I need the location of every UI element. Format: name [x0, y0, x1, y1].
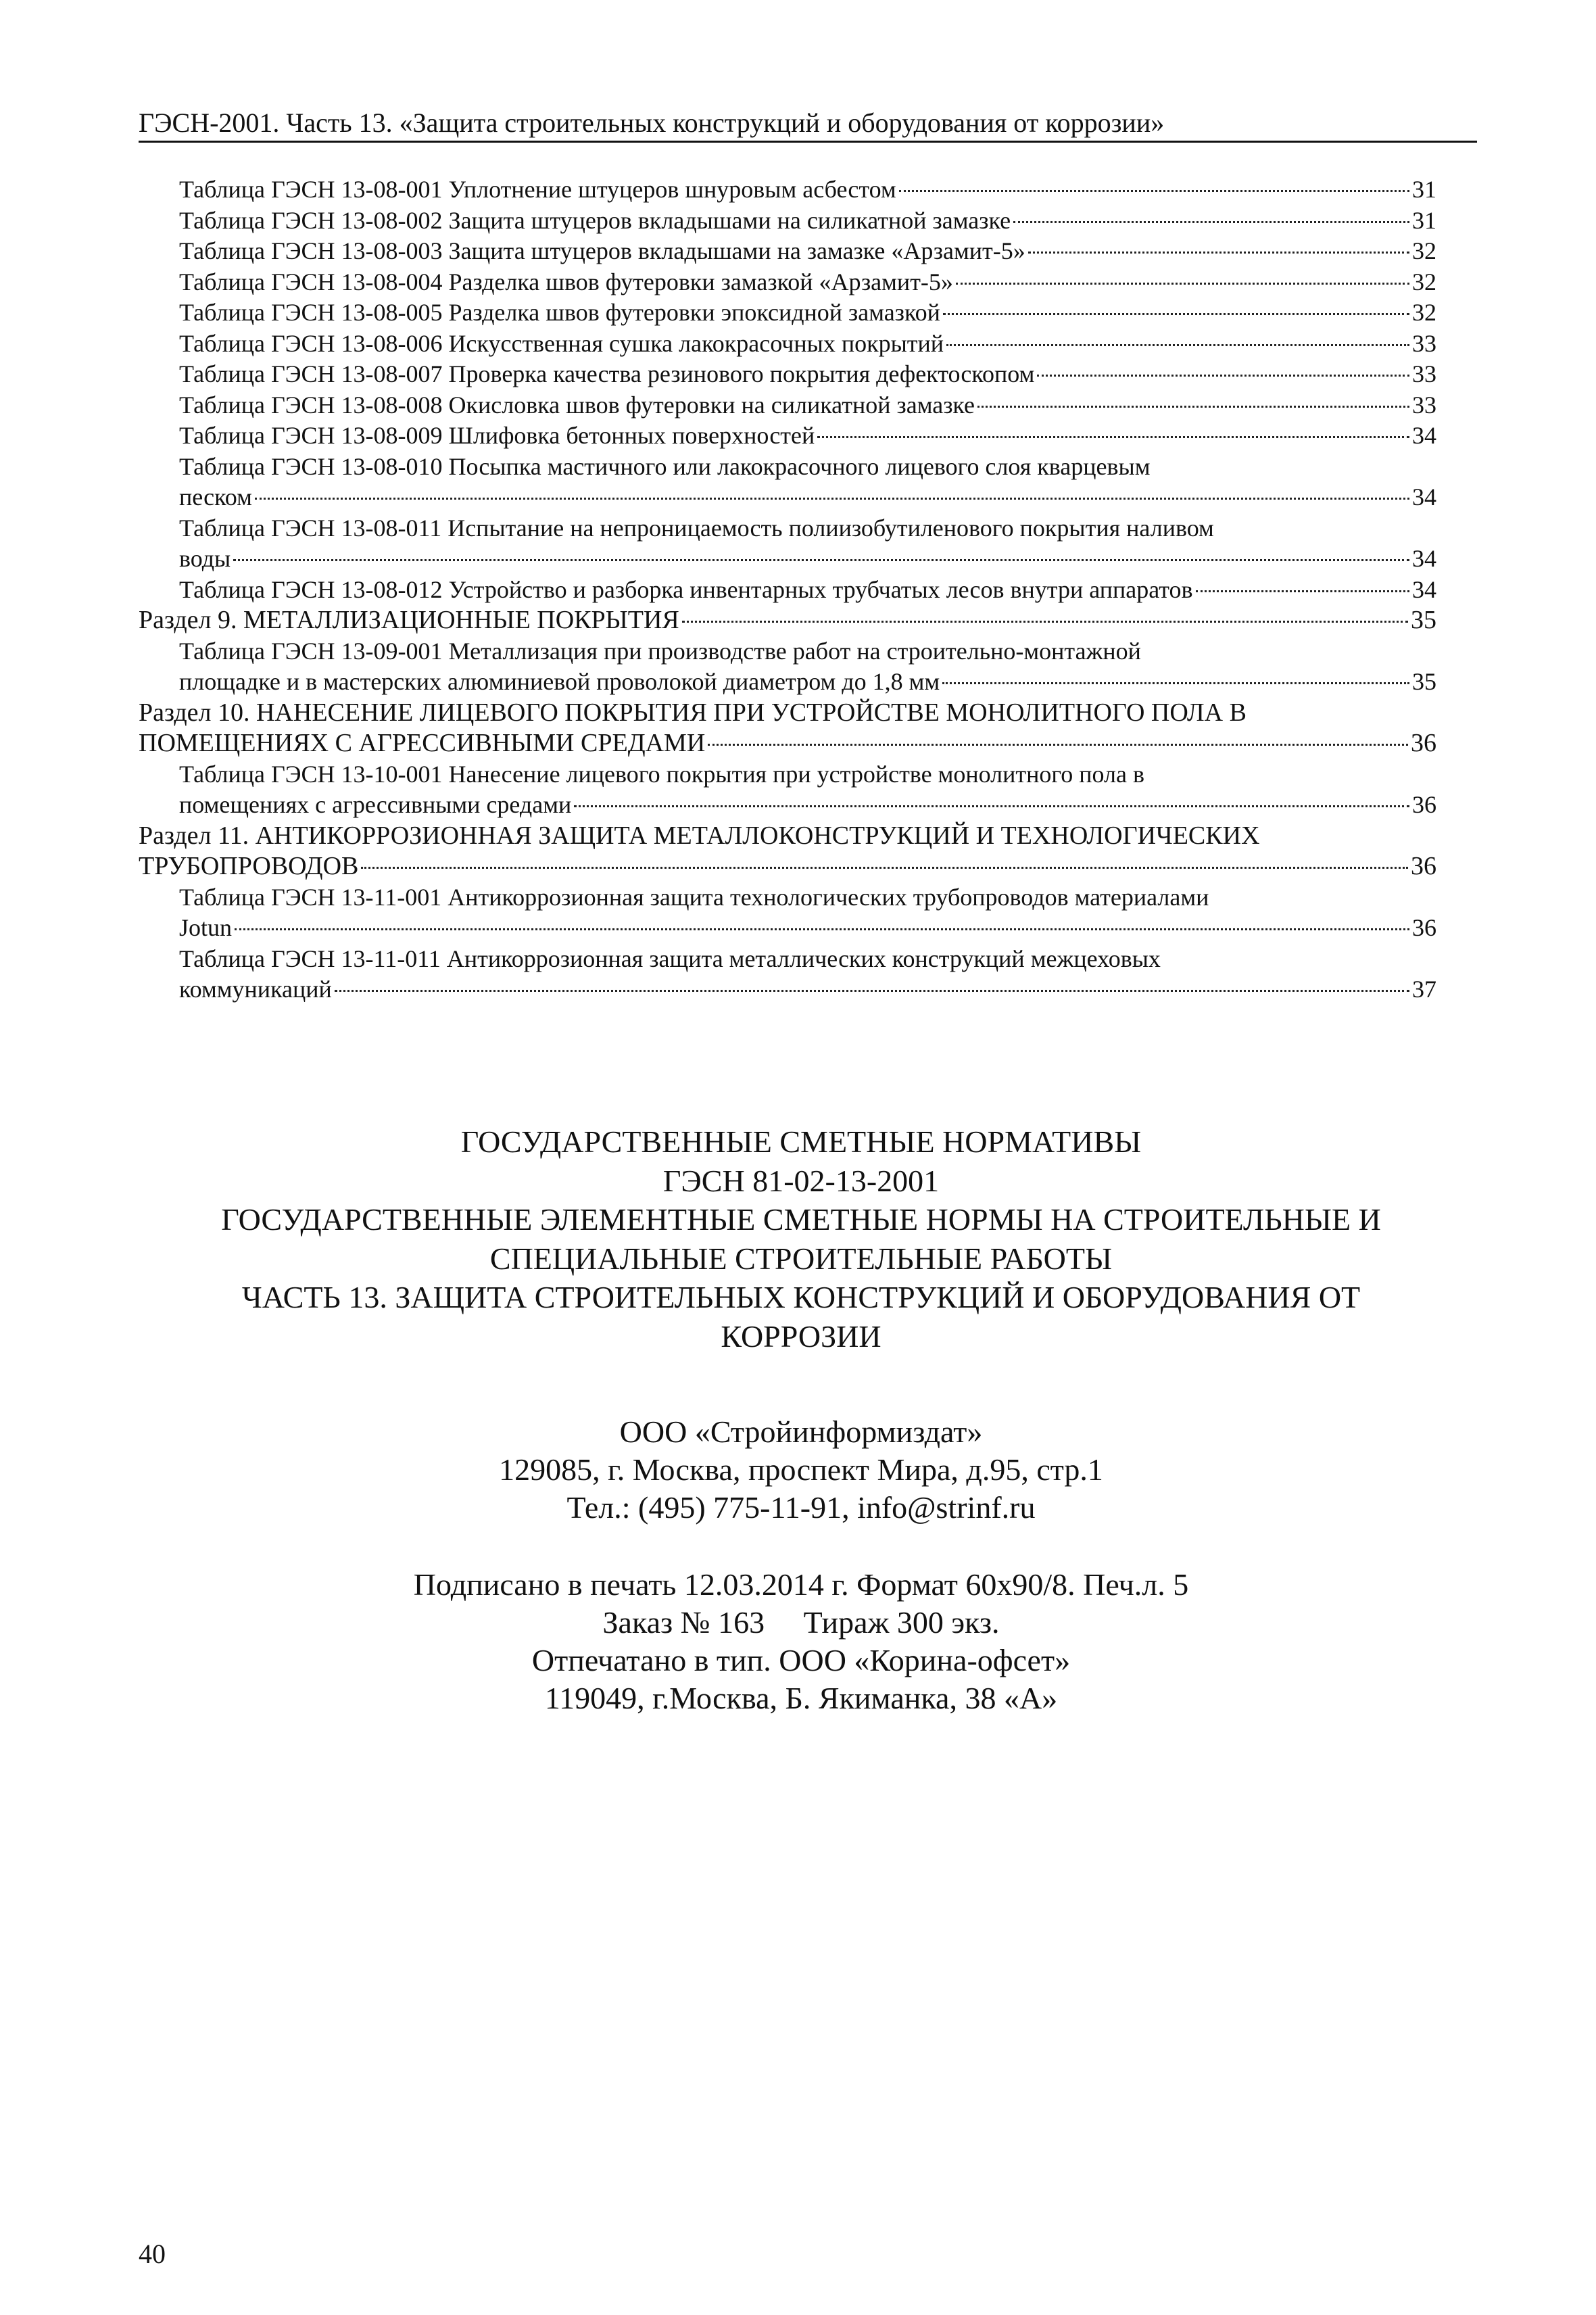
toc-entry-text: Таблица ГЭСН 13-08-009 Шлифовка бетонных поверхностей: [179, 422, 815, 449]
dot-leader: [899, 190, 1409, 192]
toc-entry-text: Раздел 11. АНТИКОРРОЗИОННАЯ ЗАЩИТА МЕТАЛЛОКОНСТРУКЦИЙ И ТЕХНОЛОГИЧЕСКИХ: [139, 821, 1260, 850]
toc-page-number: 34: [1412, 422, 1436, 449]
dot-leader: [977, 406, 1409, 408]
toc-table-entry: [139, 513, 1436, 575]
publisher-line: Тел.: (495) 775-11-91, info@strinf.ru: [566, 1490, 1036, 1525]
toc-entry-line: [179, 236, 1436, 267]
printing-line: 119049, г.Москва, Б. Якиманка, 38 «А»: [544, 1681, 1058, 1715]
dot-leader: [255, 498, 1409, 500]
toc-table-entry: [139, 206, 1436, 237]
toc-page-number: 37: [1412, 976, 1436, 1003]
toc-entry-line: [179, 329, 1436, 360]
toc-entry-line: [179, 913, 1436, 944]
toc-entry-line: [179, 390, 1436, 421]
toc-entry-text: площадке и в мастерских алюминиевой проволокой диаметром до 1,8 мм: [179, 668, 940, 695]
toc-section-entry: [139, 821, 1436, 882]
toc-entry-line: [179, 575, 1436, 606]
title-block: [139, 1122, 1464, 1356]
toc-entry-line: [139, 851, 1436, 882]
imprint-spacer: [139, 1527, 1464, 1566]
toc-entry-line: [179, 267, 1436, 298]
toc-entry-text: Таблица ГЭСН 13-08-007 Проверка качества резинового покрытия дефектоскопом: [179, 360, 1035, 387]
toc-entry-text: Таблица ГЭСН 13-08-005 Разделка швов футеровки эпоксидной замазкой: [179, 299, 940, 326]
toc-entry-line: [179, 174, 1436, 206]
toc-entry-text: ТРУБОПРОВОДОВ: [139, 852, 359, 880]
toc-entry-line: [179, 297, 1436, 329]
dot-leader: [235, 928, 1409, 930]
toc-entry-text: воды: [179, 545, 231, 572]
toc-entry-text: Таблица ГЭСН 13-11-001 Антикоррозионная защита технологических трубопроводов материалами: [179, 883, 1209, 911]
toc-table-entry: [139, 575, 1436, 606]
toc-entry-line: [139, 728, 1436, 759]
toc-entry-text: Раздел 9. МЕТАЛЛИЗАЦИОННЫЕ ПОКРЫТИЯ: [139, 606, 679, 634]
toc-page-number: 34: [1412, 575, 1436, 603]
toc-table-entry: [139, 236, 1436, 267]
toc-page-number: 36: [1411, 729, 1436, 757]
toc-entry-text: Таблица ГЭСН 13-08-001 Уплотнение штуцеров шнуровым асбестом: [179, 176, 896, 203]
toc-table-entry: [139, 452, 1436, 513]
dot-leader: [682, 621, 1408, 623]
toc-entry-line: [179, 421, 1436, 452]
title-line: ГОСУДАРСТВЕННЫЕ ЭЛЕМЕНТНЫЕ СМЕТНЫЕ НОРМЫ НА СТРОИТЕЛЬНЫЕ И: [221, 1202, 1381, 1237]
dot-leader: [574, 805, 1409, 807]
publisher-line: 129085, г. Москва, проспект Мира, д.95, стр.1: [499, 1452, 1103, 1487]
toc-entry-text: Раздел 10. НАНЕСЕНИЕ ЛИЦЕВОГО ПОКРЫТИЯ ПРИ УСТРОЙСТВЕ МОНОЛИТНОГО ПОЛА В: [139, 698, 1247, 727]
printing-line: Отпечатано в тип. ООО «Корина-офсет»: [531, 1643, 1071, 1677]
toc-entry-text: Таблица ГЭСН 13-08-002 Защита штуцеров вкладышами на силикатной замазке: [179, 206, 1011, 234]
dot-leader: [943, 313, 1409, 315]
toc-entry-text: Jotun: [179, 914, 233, 941]
toc-entry-line: [179, 667, 1436, 698]
toc-table-entry: [139, 174, 1436, 206]
title-line: ЧАСТЬ 13. ЗАЩИТА СТРОИТЕЛЬНЫХ КОНСТРУКЦИЙ И ОБОРУДОВАНИЯ ОТ: [241, 1280, 1361, 1314]
toc-table-entry: [139, 882, 1436, 944]
title-line: КОРРОЗИИ: [721, 1318, 881, 1354]
page-number: 40: [139, 2239, 166, 2269]
toc-entry-text: Таблица ГЭСН 13-08-012 Устройство и разборка инвентарных трубчатых лесов внутри аппаратов: [179, 575, 1193, 603]
toc-table-entry: [139, 359, 1436, 390]
toc-entry-text: Таблица ГЭСН 13-08-011 Испытание на непроницаемость полиизобутиленового покрытия наливом: [179, 514, 1214, 542]
title-line: СПЕЦИАЛЬНЫЕ СТРОИТЕЛЬНЫЕ РАБОТЫ: [489, 1241, 1113, 1276]
dot-leader: [361, 867, 1408, 869]
toc-entry-line: [179, 206, 1436, 237]
dot-leader: [946, 344, 1409, 346]
header-rule: [139, 141, 1477, 143]
toc-entry-text: Таблица ГЭСН 13-10-001 Нанесение лицевого покрытия при устройстве монолитного пола в: [179, 760, 1144, 788]
title-line: ГЭСН 81-02-13-2001: [662, 1163, 940, 1198]
toc-table-entry: [139, 329, 1436, 360]
title-line: ГОСУДАРСТВЕННЫЕ СМЕТНЫЕ НОРМАТИВЫ: [460, 1124, 1142, 1159]
toc-entry-line: [179, 482, 1436, 513]
toc-entry-line: [179, 544, 1436, 575]
toc-entry-line: [179, 974, 1436, 1005]
toc-table-entry: [139, 390, 1436, 421]
dot-leader: [956, 283, 1409, 285]
imprint: [139, 1413, 1464, 1717]
toc-table-entry: [139, 636, 1436, 698]
toc-page-number: 32: [1412, 299, 1436, 326]
dot-leader: [817, 436, 1409, 438]
toc-table-entry: [139, 297, 1436, 329]
toc-page-number: 35: [1411, 606, 1436, 634]
toc-page-number: 36: [1412, 791, 1436, 818]
toc-page-number: 33: [1412, 360, 1436, 387]
toc-page-number: 36: [1411, 852, 1436, 880]
publisher-line: ООО «Стройинформиздат»: [619, 1414, 983, 1449]
toc-entry-text: Таблица ГЭСН 13-11-011 Антикоррозионная защита металлических конструкций межцеховых: [179, 945, 1161, 972]
toc-page-number: 33: [1412, 329, 1436, 357]
printing-info: [139, 1566, 1464, 1717]
toc-entry-text: Таблица ГЭСН 13-08-006 Искусственная сушка лакокрасочных покрытий: [179, 329, 944, 357]
toc-entry-text: Таблица ГЭСН 13-08-008 Окисловка швов футеровки на силикатной замазке: [179, 391, 975, 419]
toc-page-number: 34: [1412, 545, 1436, 572]
dot-leader: [1196, 590, 1409, 592]
dot-leader: [335, 990, 1409, 992]
toc-entry-text: Таблица ГЭСН 13-08-003 Защита штуцеров вкладышами на замазке «Арзамит-5»: [179, 237, 1025, 264]
toc-table-entry: [139, 267, 1436, 298]
dot-leader: [708, 744, 1408, 746]
toc-table-entry: [139, 759, 1436, 821]
toc-entry-text: коммуникаций: [179, 976, 332, 1003]
publisher-info: [139, 1413, 1464, 1527]
toc-page-number: 33: [1412, 391, 1436, 419]
toc-section-entry: [139, 698, 1436, 759]
printing-line: Подписано в печать 12.03.2014 г. Формат 60x90/8. Печ.л. 5: [413, 1567, 1189, 1602]
running-header: ГЭСН-2001. Часть 13. «Защита строительных конструкций и оборудования от коррозии»: [139, 108, 1165, 138]
toc-table-entry: [139, 944, 1436, 1005]
toc-page-number: 34: [1412, 483, 1436, 510]
toc-section-entry: [139, 605, 1436, 636]
dot-leader: [233, 559, 1409, 561]
toc-entry-text: ПОМЕЩЕНИЯХ С АГРЕССИВНЫМИ СРЕДАМИ: [139, 729, 706, 757]
table-of-contents: [139, 174, 1436, 1005]
toc-entry-text: помещениях с агрессивными средами: [179, 791, 572, 818]
toc-entry-text: Таблица ГЭСН 13-08-004 Разделка швов футеровки замазкой «Арзамит-5»: [179, 268, 953, 295]
toc-entry-text: Таблица ГЭСН 13-09-001 Металлизация при производстве работ на строительно-монтажной: [179, 637, 1141, 665]
toc-table-entry: [139, 421, 1436, 452]
dot-leader: [1013, 221, 1409, 223]
toc-page-number: 31: [1412, 176, 1436, 203]
toc-page-number: 36: [1412, 914, 1436, 941]
dot-leader: [1028, 252, 1409, 254]
printing-line: Заказ № 163 Тираж 300 экз.: [602, 1605, 1000, 1640]
toc-entry-line: [179, 790, 1436, 821]
toc-page-number: 35: [1412, 668, 1436, 695]
toc-page-number: 32: [1412, 237, 1436, 264]
toc-entry-line: [179, 359, 1436, 390]
dot-leader: [1037, 375, 1409, 377]
toc-entry-text: песком: [179, 483, 252, 510]
toc-page-number: 31: [1412, 206, 1436, 234]
toc-entry-text: Таблица ГЭСН 13-08-010 Посыпка мастичного или лакокрасочного лицевого слоя кварцевым: [179, 452, 1151, 480]
dot-leader: [942, 682, 1409, 684]
toc-page-number: 32: [1412, 268, 1436, 295]
toc-entry-line: [139, 605, 1436, 636]
